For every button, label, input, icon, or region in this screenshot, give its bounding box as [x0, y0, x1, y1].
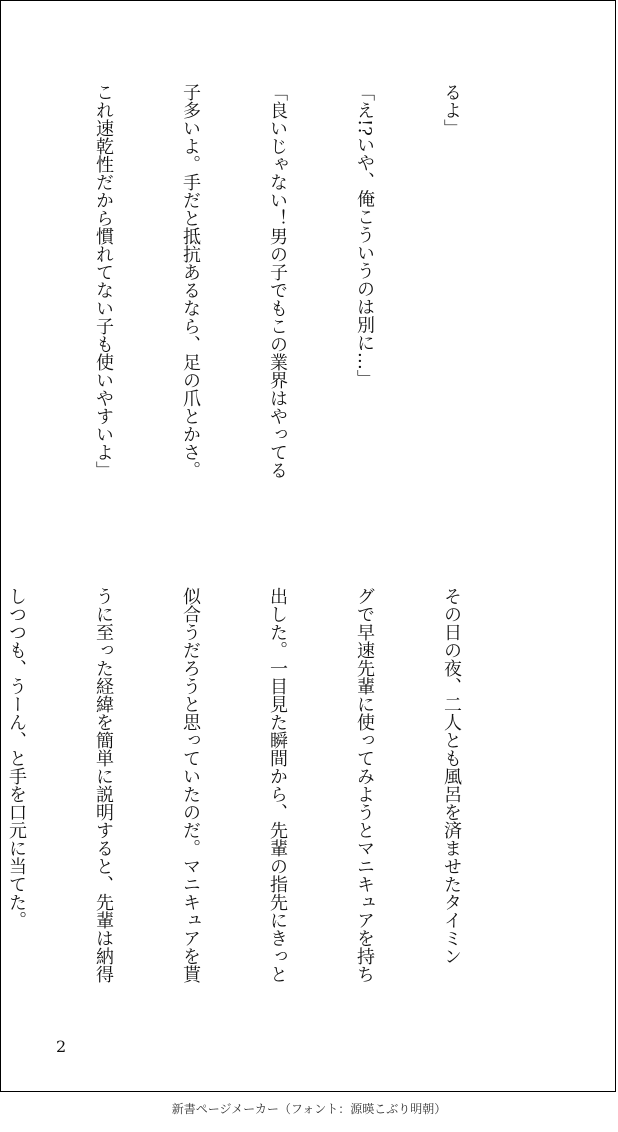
text-block-bottom: [0, 587, 524, 1037]
text-line: これ速乾性だから慣れてない子も使いやすいよ」: [93, 83, 114, 479]
text-line: グで早速先輩に使ってみようとマニキュアを持ち: [354, 587, 375, 983]
text-line: るよ」: [441, 83, 462, 137]
text-block-top: [0, 83, 524, 533]
text-line: 子多いよ。手だと抵抗あるなら、足の爪とかさ。: [180, 83, 201, 479]
text-line: 「良いじゃない！男の子でもこの業界はやってる: [267, 83, 288, 479]
page-number: 2: [56, 1037, 67, 1056]
text-line: 出した。一目見た瞬間から、先輩の指先にきっと: [267, 587, 288, 983]
footer-credit: 新書ページメーカー（フォント：源暎こぶり明朝）: [171, 1102, 447, 1116]
text-line: 似合うだろうと思っていたのだ。マニキュアを貰: [180, 587, 201, 983]
text-line: 「え!?いや、俺こういうのは別に…」: [354, 83, 375, 388]
text-line: しつつも、うーん、と手を口元に当てた。: [6, 587, 27, 929]
text-line: その日の夜、二人とも風呂を済ませたタイミン: [441, 587, 462, 965]
text-line: うに至った経緯を簡単に説明すると、先輩は納得: [93, 587, 114, 983]
